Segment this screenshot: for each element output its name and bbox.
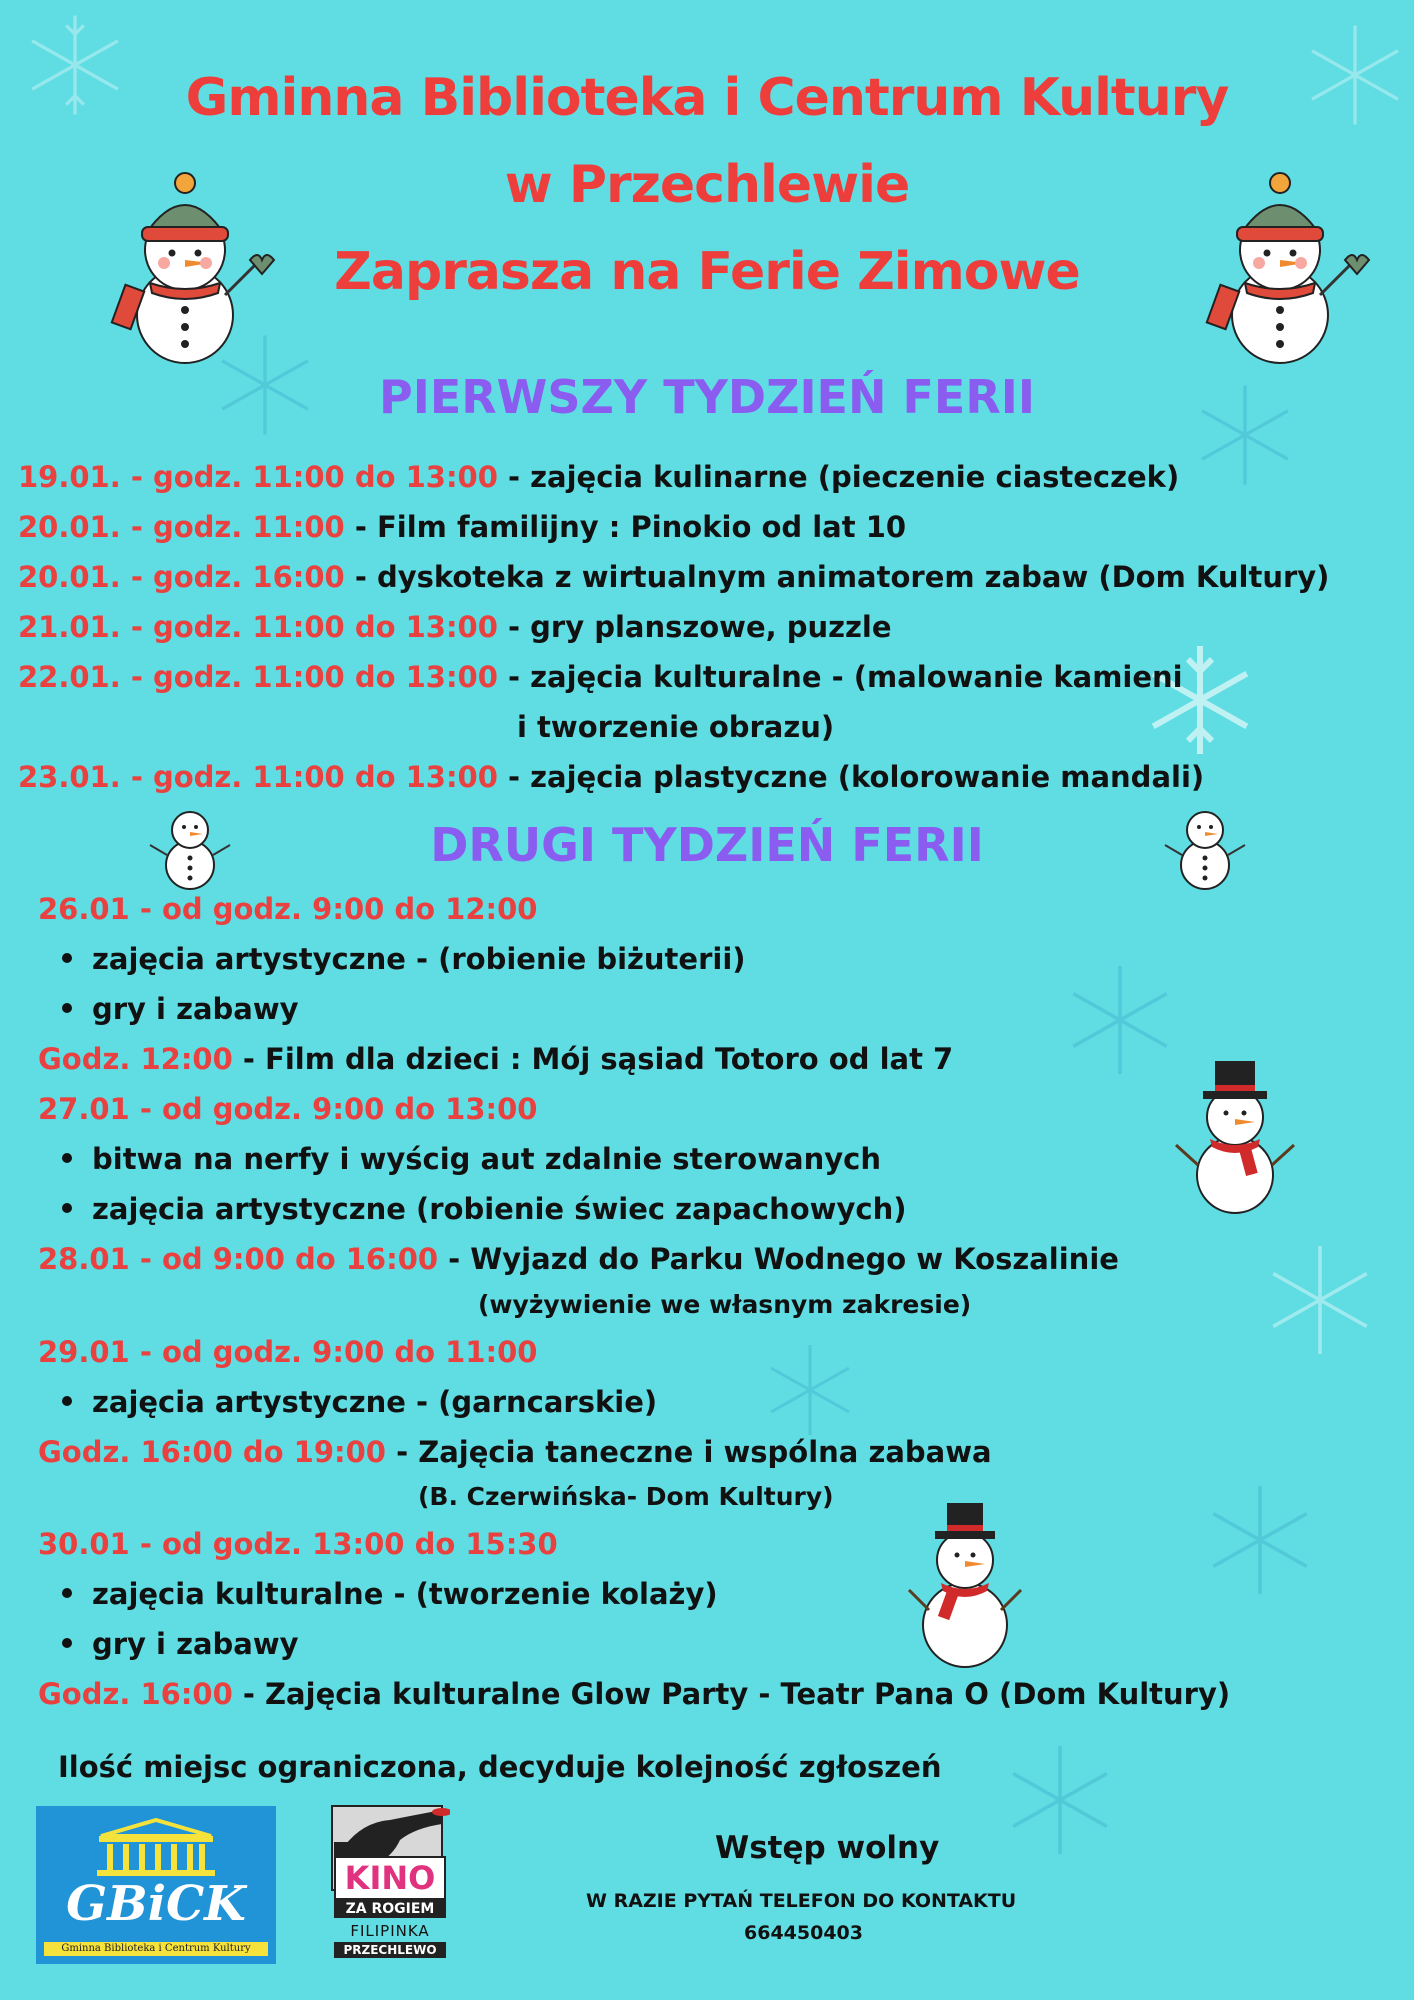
list-item-text: gry i zabawy	[92, 1627, 299, 1661]
limited-places-note: Ilość miejsc ograniczona, decyduje kolejność zgłoszeń	[58, 1750, 942, 1784]
week2-day-28-note: (wyżywienie we własnym zakresie)	[478, 1290, 972, 1319]
event-date: 19.01. - godz. 11:00 do 13:00	[18, 460, 498, 494]
list-item-text: zajęcia artystyczne (robienie świec zapachowych)	[92, 1192, 907, 1226]
week2-day-29-note: (B. Czerwińska- Dom Kultury)	[418, 1482, 834, 1511]
week2-title: DRUGI TYDZIEŃ FERII	[430, 818, 984, 872]
list-item	[62, 1385, 657, 1419]
list-item-text: zajęcia artystyczne - (robienie biżuterii)	[92, 942, 746, 976]
event-desc: - Zajęcia kulturalne Glow Party - Teatr Pana O (Dom Kultury)	[232, 1677, 1231, 1711]
list-item	[62, 1192, 906, 1226]
gbick-logo-subtitle: Gminna Biblioteka i Centrum Kultury	[44, 1942, 268, 1956]
week2-day-27: 27.01 - od godz. 9:00 do 13:00	[38, 1092, 538, 1126]
week2-day-30-evening	[38, 1677, 1230, 1711]
event-desc: - dyskoteka z wirtualnym animatorem zabaw (Dom Kultury)	[344, 560, 1330, 594]
week2-day-26: 26.01 - od godz. 9:00 do 12:00	[38, 892, 538, 926]
snowflake-icon	[1060, 960, 1180, 1080]
week2-day-29: 29.01 - od godz. 9:00 do 11:00	[38, 1335, 538, 1369]
list-item-text: zajęcia kulturalne - (tworzenie kolaży)	[92, 1577, 718, 1611]
week1-event-2	[18, 510, 906, 544]
week1-event-3	[18, 560, 1329, 594]
week1-event-1	[18, 460, 1179, 494]
snowflake-icon	[1140, 640, 1260, 760]
header-title-line3: Zaprasza na Ferie Zimowe	[334, 242, 1080, 302]
week1-event-4	[18, 610, 892, 644]
week1-event-6	[18, 760, 1204, 794]
contact-label: W RAZIE PYTAŃ TELEFON DO KONTAKTU	[586, 1890, 1017, 1912]
free-entry: Wstęp wolny	[715, 1830, 940, 1866]
header-title-line1: Gminna Biblioteka i Centrum Kultury	[185, 68, 1229, 128]
event-date: 28.01 - od 9:00 do 16:00	[38, 1242, 439, 1276]
list-item	[62, 992, 299, 1026]
week2-day-29-evening	[38, 1435, 992, 1469]
kino-logo-sub3: PRZECHLEWO	[334, 1942, 446, 1958]
snowman-icon	[1195, 165, 1375, 365]
week1-event-5-cont: i tworzenie obrazu)	[517, 710, 835, 744]
kino-logo-sub1: ZA ROGIEM	[334, 1900, 446, 1918]
list-item-text: bitwa na nerfy i wyścig aut zdalnie sterowanych	[92, 1142, 881, 1176]
list-item-text: zajęcia artystyczne - (garncarskie)	[92, 1385, 658, 1419]
event-time: Godz. 16:00 do 19:00	[38, 1435, 386, 1469]
snowman-icon	[905, 1495, 1025, 1670]
snowflake-icon	[1260, 1240, 1380, 1360]
event-date: 22.01. - godz. 11:00 do 13:00	[18, 660, 498, 694]
snowflake-icon	[760, 1340, 860, 1440]
event-date: 21.01. - godz. 11:00 do 13:00	[18, 610, 498, 644]
event-desc: - Wyjazd do Parku Wodnego w Koszalinie	[438, 1242, 1119, 1276]
gbick-logo-text: GBiCK	[66, 1876, 246, 1932]
snowflake-icon	[1200, 1480, 1320, 1600]
kino-logo-sub2: FILIPINKA	[350, 1922, 430, 1940]
event-desc: - zajęcia kulinarne (pieczenie ciasteczek)	[497, 460, 1180, 494]
event-desc: - Film dla dzieci : Mój sąsiad Totoro od lat 7	[232, 1042, 954, 1076]
kino-logo	[330, 1802, 450, 1962]
event-date: 20.01. - godz. 16:00	[18, 560, 345, 594]
week1-title: PIERWSZY TYDZIEŃ FERII	[379, 370, 1035, 424]
gbick-logo	[36, 1806, 276, 1964]
event-date: 23.01. - godz. 11:00 do 13:00	[18, 760, 498, 794]
event-time: Godz. 12:00	[38, 1042, 233, 1076]
building-icon	[91, 1818, 221, 1878]
event-desc: - Film familijny : Pinokio od lat 10	[344, 510, 907, 544]
event-desc: - zajęcia kulturalne - (malowanie kamieni	[497, 660, 1183, 694]
event-desc: - zajęcia plastyczne (kolorowanie mandali)	[497, 760, 1205, 794]
event-desc: - Zajęcia taneczne i wspólna zabawa	[385, 1435, 992, 1469]
week2-day-28	[38, 1242, 1119, 1276]
kino-logo-text: KINO	[334, 1856, 446, 1900]
event-desc: - gry planszowe, puzzle	[497, 610, 892, 644]
week2-film-26	[38, 1042, 953, 1076]
event-date: 20.01. - godz. 11:00	[18, 510, 345, 544]
list-item	[62, 1577, 718, 1611]
snowman-icon	[1170, 1055, 1300, 1220]
snowman-icon	[100, 165, 280, 365]
week2-day-30: 30.01 - od godz. 13:00 do 15:30	[38, 1527, 558, 1561]
week1-event-5	[18, 660, 1183, 694]
list-item	[62, 1142, 881, 1176]
list-item	[62, 1627, 299, 1661]
list-item-text: gry i zabawy	[92, 992, 299, 1026]
header-title-line2: w Przechlewie	[504, 155, 910, 215]
contact-phone: 664450403	[744, 1922, 863, 1944]
event-time: Godz. 16:00	[38, 1677, 233, 1711]
snowflake-icon	[1000, 1740, 1120, 1860]
list-item	[62, 942, 746, 976]
